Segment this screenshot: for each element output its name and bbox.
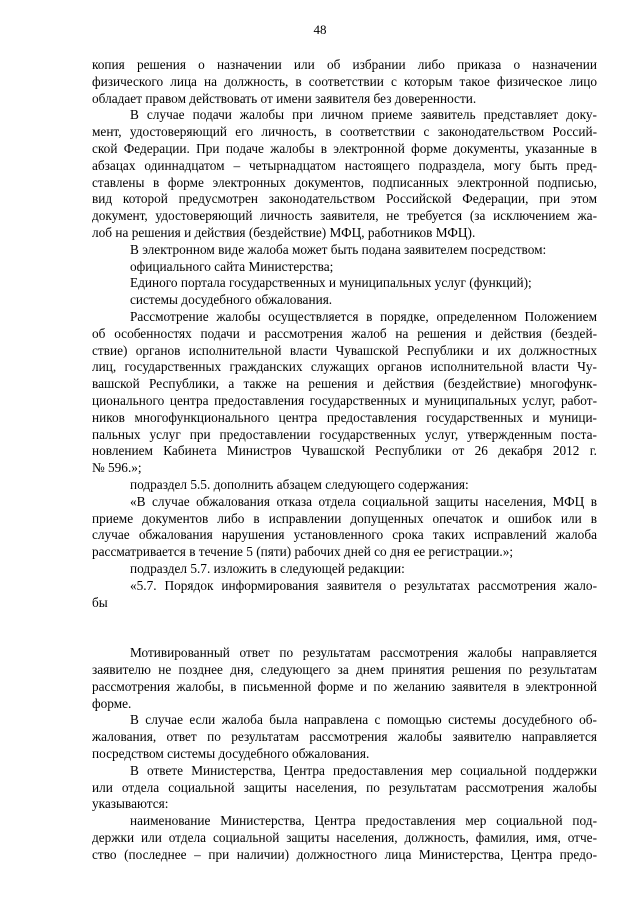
text-line: обладает правом действовать от имени заявителя без доверенности. [92, 90, 477, 106]
text-line: Мотивированный ответ по результатам рассмотрения жалобы направляется [130, 645, 597, 661]
text-line: «5.7. Порядок информирования заявителя о результатах рассмотрения жало- [130, 577, 597, 593]
paragraph [92, 477, 597, 494]
text-line: документ, удостоверяющий личность заявителя, не требуется (за исключением жа- [92, 208, 597, 224]
paragraph [92, 57, 597, 107]
paragraph [92, 275, 597, 292]
text-line: ставлены в форме электронных документов, подписанных электронной подписью, [92, 174, 597, 190]
text-line: В случае подачи жалобы при личном приеме заявитель представляет доку- [130, 107, 597, 123]
paragraph [92, 309, 597, 477]
text-line: ционального центра предоставления государственных и муниципальных услуг, работ- [92, 392, 597, 408]
text-line: ствие) органов исполнительной власти Чувашской Республики и их должностных [92, 342, 597, 358]
text-line: приеме документов либо в исправлении допущенных опечаток и ошибок или в [92, 510, 597, 526]
text-line: лиц, государственных гражданских служащих органов исполнительной власти Чу- [92, 359, 597, 375]
document-body [92, 57, 597, 864]
text-line: рассмотрения жалобы, в письменной форме и по желанию заявителя в электронной [92, 678, 597, 694]
paragraph [92, 242, 597, 259]
text-line: В ответе Министерства, Центра предоставления мер социальной поддержки [130, 762, 597, 778]
text-line: наименование Министерства, Центра предоставления мер социальной под- [130, 813, 597, 829]
text-line: жалования, ответ по результатам рассмотрения жалобы заявителю направляется [92, 729, 597, 745]
paragraph [92, 813, 597, 863]
paragraph [92, 107, 597, 241]
paragraph-gap [92, 611, 597, 645]
paragraph [92, 763, 597, 813]
text-line: системы досудебного обжалования. [130, 292, 333, 308]
text-line: посредством системы досудебного обжалования. [92, 746, 370, 762]
text-line: или отдела социальной защиты населения, по результатам рассмотрения жалобы [92, 779, 597, 795]
text-line: вашской Республики, а также на решения и действия (бездействие) многофунк- [92, 376, 597, 392]
paragraph [92, 292, 597, 309]
text-line: В случае если жалоба была направлена с помощью системы досудебного об- [130, 712, 597, 728]
text-line: официального сайта Министерства; [130, 258, 334, 274]
paragraph [92, 578, 597, 612]
text-line: копия решения о назначении или об избрании либо приказа о назначении [92, 57, 597, 72]
text-line: новлением Кабинета Министров Чувашской Республики от 26 декабря 2012 г. [92, 443, 597, 459]
text-line: № 596.»; [92, 460, 142, 476]
text-line: указываются: [92, 796, 169, 812]
text-line: ской Федерации. При подаче жалобы в электронной форме документы, указанные в [92, 140, 597, 156]
text-line: форме. [92, 695, 132, 711]
text-line: вид которой предусмотрен законодательством Российской Федерации, при этом [92, 191, 597, 207]
page-number: 48 [313, 22, 327, 37]
text-line: Рассмотрение жалобы осуществляется в порядке, определенном Положением [130, 308, 597, 324]
text-line: подраздел 5.7. изложить в следующей редакции: [130, 560, 405, 576]
text-line: бы [92, 594, 108, 610]
text-line: ников многофункционального центра предоставления государственных и муници- [92, 409, 597, 425]
text-line: заявителю не позднее дня, следующего за днем принятия решения по результатам [92, 662, 597, 678]
text-line: «В случае обжалования отказа отдела социальной защиты населения, МФЦ в [130, 493, 597, 509]
paragraph [92, 712, 597, 762]
text-line: случае обжалования нарушения установленного срока таких исправлений жалоба [92, 527, 597, 543]
text-line: абзацах одиннадцатом – четырнадцатом настоящего подраздела, могу быть пред- [92, 157, 597, 173]
text-line: В электронном виде жалоба может быть подана заявителем посредством: [130, 241, 547, 257]
text-line: ство (последнее – при наличии) должностного лица Министерства, Центра предо- [92, 846, 597, 862]
paragraph [92, 645, 597, 712]
paragraph [92, 259, 597, 276]
text-line: рассматривается в течение 5 (пяти) рабочих дней со дня ее регистрации.»; [92, 544, 514, 560]
text-line: об особенностях подачи и рассмотрения жалоб на решения и действия (бездей- [92, 325, 597, 341]
text-line: физического лица на должность, в соответствии с которым такое физическое лицо [92, 73, 597, 89]
text-line: держки или отдела социальной защиты населения, должность, фамилия, имя, отче- [92, 830, 597, 846]
paragraph [92, 494, 597, 561]
text-line: Единого портала государственных и муниципальных услуг (функций); [130, 275, 532, 291]
text-line: лоб на решения и действия (бездействие) МФЦ, работников МФЦ). [92, 224, 476, 240]
paragraph [92, 561, 597, 578]
text-line: пальных услуг при предоставлении государственных услуг, утвержденным поста- [92, 426, 597, 442]
text-line: мент, удостоверяющий его личность, в соответствии с законодательством Россий- [92, 124, 597, 140]
text-line: подраздел 5.5. дополнить абзацем следующего содержания: [130, 476, 469, 492]
